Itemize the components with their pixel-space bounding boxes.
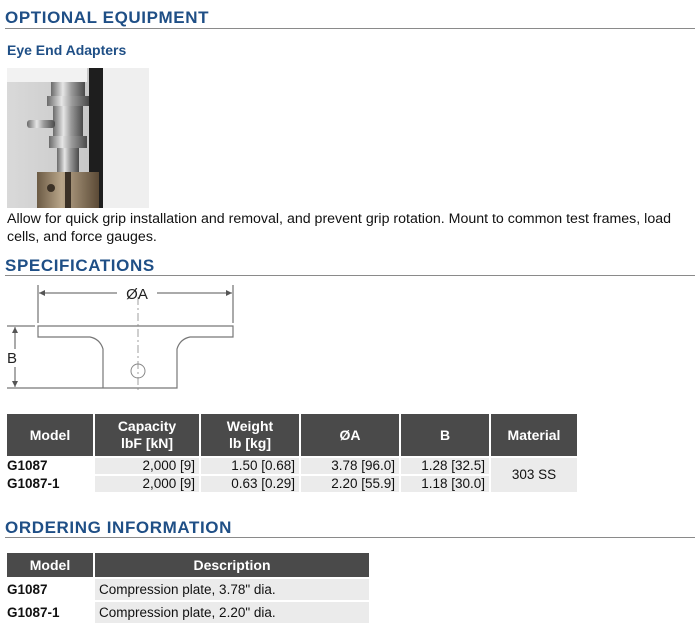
section-divider: [5, 28, 695, 29]
model-cell: G1087-1: [7, 476, 93, 492]
table-row: [7, 602, 369, 623]
product-description: Allow for quick grip installation and removal, and prevent grip rotation. Mount to common test frames, load cells, and force gauges.: [7, 211, 671, 245]
specifications-table: [5, 412, 579, 494]
optional-equipment-heading: OPTIONAL EQUIPMENT: [5, 8, 210, 27]
section-divider: [5, 537, 695, 538]
height-b-label: B: [7, 350, 18, 367]
table-row: [7, 579, 369, 600]
col-header-material: Material: [491, 414, 577, 456]
col-header-description: Description: [95, 553, 369, 577]
capacity-cell: 2,000 [9]: [95, 476, 199, 492]
description-cell: Compression plate, 2.20" dia.: [95, 602, 369, 623]
diameter-a-label: ØA: [126, 286, 148, 303]
col-header-capacity: Capacity lbF [kN]: [95, 414, 199, 456]
specifications-heading: SPECIFICATIONS: [5, 256, 155, 275]
b-cell: 1.18 [30.0]: [401, 476, 489, 492]
ordering-information-heading: ORDERING INFORMATION: [5, 518, 233, 537]
b-cell: 1.28 [32.5]: [401, 458, 489, 474]
col-header-weight: Weight lb [kg]: [201, 414, 299, 456]
model-cell: G1087-1: [7, 602, 93, 623]
dia-a-cell: 2.20 [55.9]: [301, 476, 399, 492]
product-photo: [7, 68, 149, 208]
ordering-table: [5, 551, 371, 625]
model-cell: G1087: [7, 458, 93, 474]
col-header-model: Model: [7, 553, 93, 577]
section-divider: [5, 275, 695, 276]
table-row: [7, 458, 577, 474]
col-header-dia-a: ØA: [301, 414, 399, 456]
weight-cell: 1.50 [0.68]: [201, 458, 299, 474]
weight-cell: 0.63 [0.29]: [201, 476, 299, 492]
model-cell: G1087: [7, 579, 93, 600]
description-cell: Compression plate, 3.78" dia.: [95, 579, 369, 600]
col-header-model: Model: [7, 414, 93, 456]
dimension-diagram: [5, 283, 245, 403]
capacity-cell: 2,000 [9]: [95, 458, 199, 474]
product-title: Eye End Adapters: [7, 42, 127, 58]
dia-a-cell: 3.78 [96.0]: [301, 458, 399, 474]
material-cell: 303 SS: [491, 458, 577, 492]
col-header-b: B: [401, 414, 489, 456]
